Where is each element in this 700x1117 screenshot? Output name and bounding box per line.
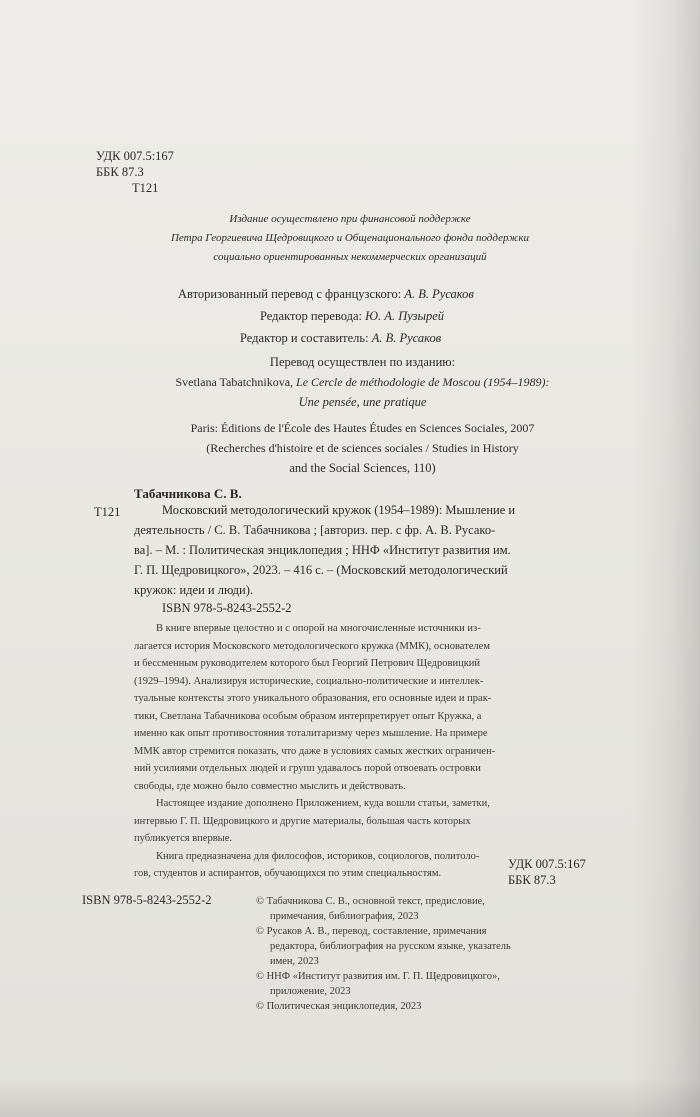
annotation-line: ний усилиями отдельных людей и групп удавалось порой отвоевать островки <box>134 763 481 774</box>
sponsor-line: социально ориентированных некоммерческих организаций <box>213 251 487 263</box>
source-title: Le Cercle de méthodologie de Moscou (1954–1989): <box>296 375 550 389</box>
bottom-classification <box>508 856 586 888</box>
annotation-line: (1929–1994). Анализируя исторические, социально-политические и интеллек- <box>134 675 484 687</box>
copyright-line: имен, 2023 <box>270 956 319 967</box>
udk-code: УДК 007.5:167 <box>96 149 174 163</box>
annotation-line: Книга предназначена для философов, историков, социологов, политоло- <box>156 850 480 862</box>
copyright-line: редактора, библиография на русском языке, указатель <box>270 941 511 952</box>
page-shadow <box>630 0 700 1117</box>
copyright-line: © Табачникова С. В., основной текст, предисловие, <box>256 896 485 907</box>
bbk-code: ББК 87.3 <box>508 873 556 887</box>
credit-editor <box>178 305 474 327</box>
annotation-line: именно как опыт противостояния тоталитаризму через мышление. На примере <box>134 728 488 739</box>
author-mark: Т121 <box>132 181 159 195</box>
credits-block <box>178 283 474 349</box>
credit-translation <box>178 283 474 305</box>
annotation-line: ММК автор стремится показать, что даже в условиях самых жестких ограничен- <box>134 745 496 757</box>
annotation <box>134 620 589 883</box>
copyright-line: приложение, 2023 <box>270 986 351 997</box>
copyright-line: примечания, библиография, 2023 <box>270 911 419 922</box>
annotation-line: туальные контексты этого уникального образования, его основные идеи и прак- <box>134 693 492 704</box>
annotation-line: лагается история Московского методологического кружка (ММК), основателем <box>134 640 490 652</box>
credit-label: Авторизованный перевод с французского: <box>178 287 402 301</box>
annotation-line: свободы, где можно было совместно мыслить и действовать. <box>134 780 406 792</box>
original-source <box>140 352 585 478</box>
bbk-code: ББК 87.3 <box>96 165 144 179</box>
copyrights <box>256 894 511 1014</box>
source-citation <box>140 372 585 392</box>
credit-name: Ю. А. Пузырей <box>365 309 445 323</box>
bib-isbn: ISBN 978-5-8243-2552-2 <box>162 601 292 615</box>
bib-line: ва]. – М. : Политическая энциклопедия ; ННФ «Институт развития им. <box>134 543 511 557</box>
bib-line: кружок: идеи и люди). <box>134 583 253 597</box>
sponsor-line: Издание осуществлено при финансовой поддержке <box>229 213 471 225</box>
classification-block <box>96 148 174 196</box>
bib-description <box>134 500 584 600</box>
source-heading: Перевод осуществлен по изданию: <box>269 355 456 369</box>
bib-line: Московский методологический кружок (1954–1989): Мышление и <box>162 503 516 517</box>
bib-author-heading: Табачникова С. В. <box>134 486 242 501</box>
source-publisher: Paris: Éditions de l'École des Hautes Études en Sciences Sociales, 2007 <box>190 421 535 435</box>
sponsor-note <box>130 210 570 267</box>
annotation-line: тики, Светлана Табачникова особым образом интерпретирует опыт Кружка, а <box>134 710 482 722</box>
annotation-line: В книге впервые целостно и с опорой на многочисленные источники из- <box>156 623 481 634</box>
credit-label: Редактор и составитель: <box>240 331 369 345</box>
copyright-line: © ННФ «Институт развития им. Г. П. Щедровицкого», <box>256 971 500 982</box>
copyright-line: © Политическая энциклопедия, 2023 <box>256 1001 422 1012</box>
credit-name: А. В. Русаков <box>371 331 442 345</box>
source-subtitle: Une pensée, une pratique <box>298 395 427 409</box>
source-author: Svetlana Tabatchnikova, <box>175 375 294 389</box>
isbn-left: ISBN 978-5-8243-2552-2 <box>82 893 212 907</box>
bib-mark: Т121 <box>94 505 121 519</box>
credit-compiler <box>178 327 474 349</box>
page-shadow <box>0 1077 700 1117</box>
sponsor-line: Петра Георгиевича Щедровицкого и Общенационального фонда поддержки <box>170 232 530 244</box>
annotation-line: гов, студентов и аспирантов, обучающихся по этим специальностям. <box>134 868 442 879</box>
bib-line: деятельность / С. В. Табачникова ; [авториз. пер. с фр. А. В. Русако- <box>134 523 496 537</box>
udk-code: УДК 007.5:167 <box>508 857 586 871</box>
source-series: and the Social Sciences, 110) <box>289 461 436 475</box>
annotation-line: и бессменным руководителем которого был Георгий Петрович Щедровицкий <box>134 658 481 669</box>
annotation-line: публикуется впервые. <box>134 833 233 844</box>
copyright-line: © Русаков А. В., перевод, составление, примечания <box>256 926 487 937</box>
annotation-line: Настоящее издание дополнено Приложением, куда вошли статьи, заметки, <box>156 798 490 809</box>
bib-line: Г. П. Щедровицкого», 2023. – 416 с. – (Московский методологический <box>134 563 508 577</box>
credit-label: Редактор перевода: <box>260 309 363 323</box>
credit-name: А. В. Русаков <box>404 287 474 301</box>
source-series: (Recherches d'histoire et de sciences sociales / Studies in History <box>206 441 519 455</box>
annotation-line: интервью Г. П. Щедровицкого и другие материалы, большая часть которых <box>134 815 471 827</box>
